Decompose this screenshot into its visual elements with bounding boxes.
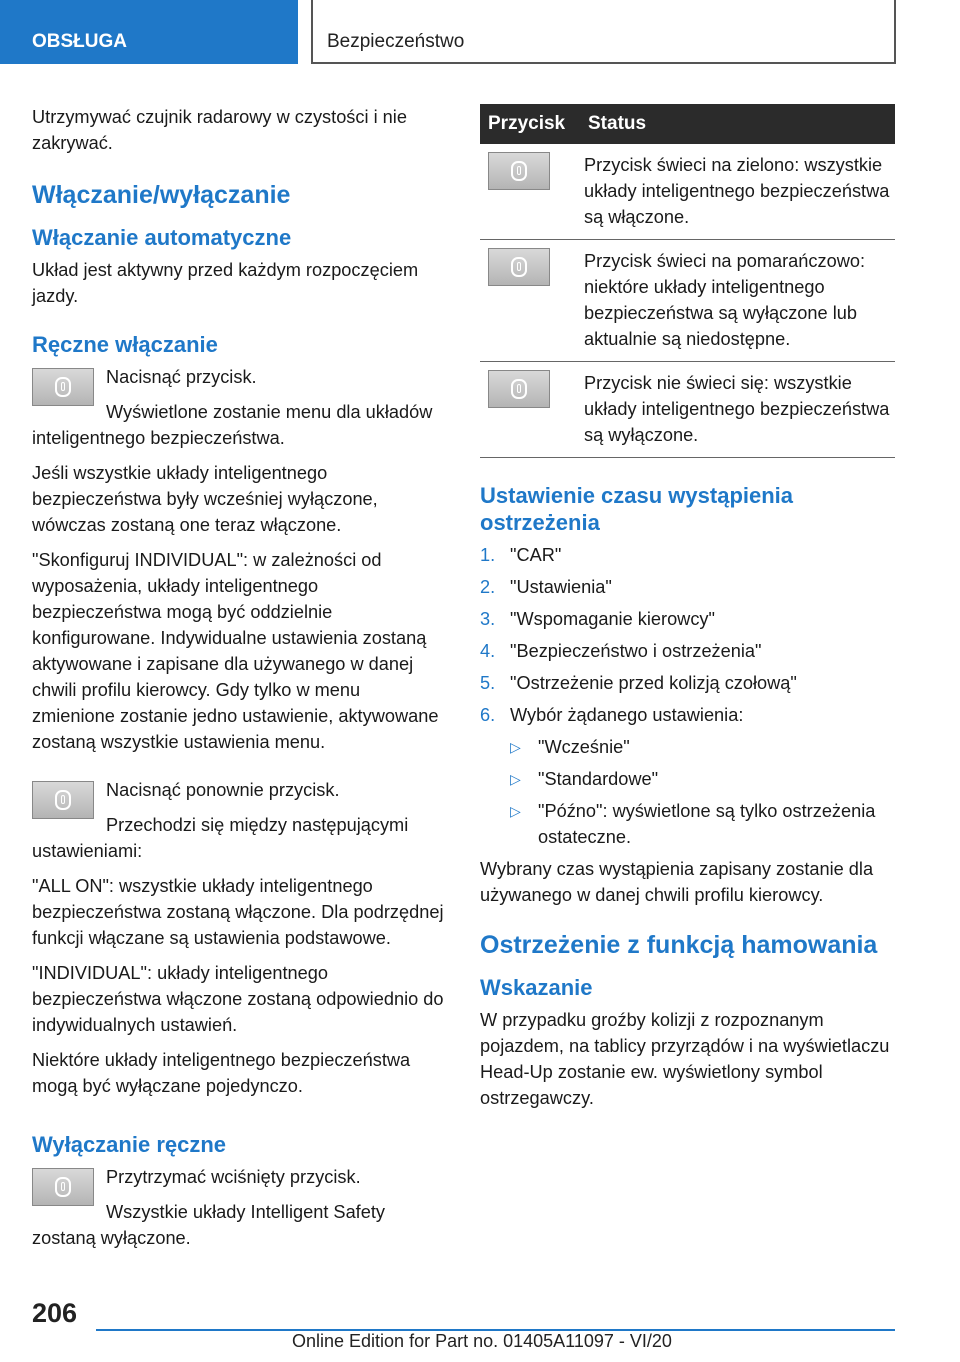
heading-warning-time: Ustawienie czasu wystąpienia ostrzeżenia (480, 483, 794, 535)
press-again-text: Nacisnąć ponownie przycisk. (106, 780, 340, 800)
button-block-2 (32, 777, 448, 873)
status-cell: Przycisk świeci na pomarańczowo: niektóre układy inteligentnego bezpieczeństwa są wyłączone lub aktualnie są niedostępne. (580, 240, 895, 362)
right-column (480, 104, 895, 1120)
list-item: 5. "Ostrzeżenie przed kolizją czołową" (480, 673, 797, 693)
page-number: 206 (32, 1298, 78, 1328)
safety-button-icon (32, 1168, 94, 1206)
list-item: 1. "CAR" (480, 545, 562, 565)
table-row (480, 240, 895, 362)
saved-text: Wybrany czas wystąpienia zapisany zostanie dla używanego w danej chwili profilu kierowcy. (480, 859, 874, 905)
chapter-title: Bezpieczeństwo (311, 0, 896, 64)
heading-indicator: Wskazanie (480, 975, 593, 1000)
table-header-status: Status (580, 104, 895, 144)
all-on-text: "ALL ON": wszystkie układy inteligentnego bezpieczeństwa zostaną włączone. Dla podrzędnej funkcji włączane są ustawienia podstawowe. (32, 876, 444, 948)
list-item: ▷ "Późno": wyświetlone są tylko ostrzeżenia ostateczne. (510, 798, 895, 850)
list-item: 4. "Bezpieczeństwo i ostrzeżenia" (480, 641, 762, 661)
all-off-text: Wszystkie układy Intelligent Safety zostaną wyłączone. (32, 1202, 385, 1248)
triangle-bullet-icon: ▷ (510, 803, 521, 819)
left-column (32, 104, 448, 1260)
heading-manual-off: Wyłączanie ręczne (32, 1132, 227, 1157)
table-row (480, 362, 895, 458)
list-item: ▷ "Standardowe" (510, 766, 895, 792)
button-block-1 (32, 364, 448, 460)
individual-text: "INDIVIDUAL": układy inteligentnego bezpieczeństwa włączone zostaną odpowiednio do indywidualnych ustawień. (32, 963, 444, 1035)
list-item: ▷ "Wcześnie" (510, 734, 895, 760)
button-block-3 (32, 1164, 448, 1260)
list-item: 6. Wybór żądanego ustawienia: ▷ "Wcześnie" ▷ "Standardowe" ▷ "Późno": wyświetlone są tylko ostrzeżenia ostateczne. (480, 702, 895, 850)
table-header-button: Przycisk (480, 104, 580, 144)
list-item: 2. "Ustawienia" (480, 577, 612, 597)
safety-button-icon (488, 370, 550, 408)
section-tab: OBSŁUGA (0, 0, 298, 64)
safety-button-icon (32, 368, 94, 406)
list-item: 3. "Wspomaganie kierowcy" (480, 609, 715, 629)
table-row (480, 144, 895, 240)
hold-text: Przytrzymać wciśnięty przycisk. (106, 1167, 361, 1187)
safety-button-icon (488, 152, 550, 190)
heading-on-off: Włączanie/wyłączanie (32, 181, 291, 209)
auto-on-text: Układ jest aktywny przed każdym rozpoczęciem jazdy. (32, 260, 419, 306)
heading-auto-on: Włączanie automatyczne (32, 225, 292, 250)
menu-text: Wyświetlone zostanie menu dla układów inteligentnego bezpieczeństwa. (32, 402, 433, 448)
triangle-bullet-icon: ▷ (510, 771, 521, 787)
intro-text: Utrzymywać czujnik radarowy w czystości i nie zakrywać. (32, 107, 407, 153)
status-table (480, 104, 895, 458)
some-text: Niektóre układy inteligentnego bezpieczeństwa mogą być wyłączane pojedynczo. (32, 1050, 411, 1096)
indicator-text: W przypadku groźby kolizji z rozpoznanym pojazdem, na tablicy przyrządów i na wyświetlaczu Head-Up zostanie ew. wyświetlony symbol ostrzegawczy. (480, 1010, 890, 1108)
config-text: "Skonfiguruj INDIVIDUAL": w zależności od wyposażenia, układy inteligentnego bezpieczeństwa mogą być oddzielnie konfigurowane. Indywidualne ustawienia zostaną aktywowane i zapisane dla używanego w danej chwili profilu kierowcy. Gdy tylko w menu zmienione zostanie jedno ustawienie, aktywowane zostaną wszystkie ustawienia menu. (32, 550, 439, 752)
safety-button-icon (488, 248, 550, 286)
if-off-text: Jeśli wszystkie układy inteligentnego bezpieczeństwa były wcześniej wyłączone, wówczas zostaną one teraz włączone. (32, 463, 378, 535)
options-list (510, 734, 895, 850)
status-cell: Przycisk świeci na zielono: wszystkie układy inteligentnego bezpieczeństwa są włączone. (580, 144, 895, 240)
heading-brake-warning: Ostrzeżenie z funkcją hamowania (480, 931, 878, 959)
triangle-bullet-icon: ▷ (510, 739, 521, 755)
steps-list (480, 542, 895, 850)
heading-manual-on: Ręczne włączanie (32, 332, 218, 357)
status-cell: Przycisk nie świeci się: wszystkie układy inteligentnego bezpieczeństwa są wyłączone. (580, 362, 895, 458)
press-text: Nacisnąć przycisk. (106, 367, 257, 387)
safety-button-icon (32, 781, 94, 819)
footer-edition: Online Edition for Part no. 01405A11097 - VI/20 (292, 1331, 672, 1351)
switch-text: Przechodzi się między następującymi ustawieniami: (32, 815, 409, 861)
